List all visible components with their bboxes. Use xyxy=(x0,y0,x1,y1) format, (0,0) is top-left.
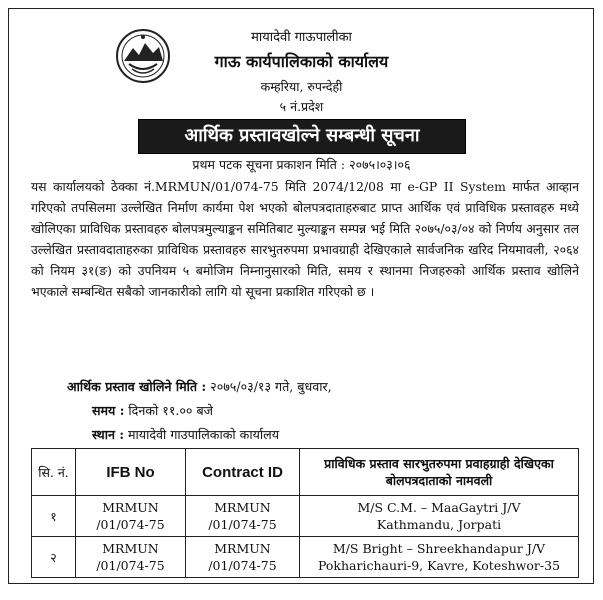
municipality-name: मायादेवी गाऊपालीका xyxy=(251,30,352,45)
header-serial-number: सि. नं. xyxy=(32,449,76,496)
opening-place-value: मायादेवी गाउपालिकाको कार्यालय xyxy=(128,427,279,442)
row-contract-id: MRMUN /01/074-75 xyxy=(186,496,300,537)
notice-body-text: यस कार्यालयको ठेक्का नं.MRMUN/01/074-75 मिति 2074/12/08 मा e-GP II System मार्फत आव्हान गरिएको तपसिलमा उल्लेखित निर्माण कार्यमा पेश भएको बोलपत्रदाताहरुबाट प्राप्त आर्थिक एवं प्राविधिक प्रस्तावहरु मध्ये खोलिएका प्राविधिक प्रस्तावहरु बोलपत्रमुल्याङ्कन समितिबाट मुल्याङ्कन सम्पन्न भई मिति २०७५/०३/०४ को निर्णय अनुसार तल उल्लेखित प्रस्तावदाताहरुका प्राविधिक प्रस्तावहरु सारभुतरुपमा प्रभावग्राही देखिएकाले सार्वजनिक खरिद नियमावली, २०६४ को नियम ३१(ङ) को उपनियम ५ बमोजिम निम्नानुसारको मिति, समय र स्थानमा निजहरुको आर्थिक प्रस्ताव खोलिने भएकाले सम्बन्धित सबैको जानकारीको लागि यो सूचना प्रकाशित गरिएको छ । xyxy=(31,179,579,299)
row-ifb-no: MRMUN /01/074-75 xyxy=(76,496,186,537)
header-contract-id: Contract ID xyxy=(186,449,300,496)
row-serial-number: २ xyxy=(32,537,76,578)
row-bidder xyxy=(300,537,579,578)
row-serial-number: १ xyxy=(32,496,76,537)
opening-time-row xyxy=(92,402,213,419)
table-row xyxy=(32,496,579,537)
header-ifb-no: IFB No xyxy=(76,449,186,496)
bidder-address: Kathmandu, Jorpati xyxy=(376,517,502,532)
notice-title: आर्थिक प्रस्तावखोल्ने सम्बन्धी सूचना xyxy=(139,120,465,153)
row-ifb-no: MRMUN /01/074-75 xyxy=(76,537,186,578)
opening-date-label: आर्थिक प्रस्ताव खोलिने मिति : xyxy=(67,379,207,394)
office-address: कम्हरिया, रुपन्देही xyxy=(260,79,343,94)
header-bidder-names: प्राविधिक प्रस्ताव सारभुतरुपमा प्रवाहग्राही देखिएका बोलपत्रदाताको नामवली xyxy=(300,449,579,496)
table-header-row xyxy=(32,449,579,496)
notice-body xyxy=(31,176,579,302)
office-name: गाऊ कार्यपालिकाको कार्यालय xyxy=(214,52,389,71)
opening-place-row xyxy=(92,426,279,443)
opening-date-value: २०७५/०३/१३ गते, बुधवार, xyxy=(210,379,332,394)
bidder-address: Pokharichauri-9, Kavre, Koteshwor-35 xyxy=(317,558,561,573)
province-label: ५ नं.प्रदेश xyxy=(279,99,324,114)
bidders-table xyxy=(31,448,579,578)
bidder-name: M/S Bright – Shreekhandapur J/V xyxy=(332,541,546,556)
row-contract-id: MRMUN /01/074-75 xyxy=(186,537,300,578)
table-row xyxy=(32,537,579,578)
bidder-name: M/S C.M. – MaaGaytri J/V xyxy=(357,500,521,515)
opening-time-value: दिनको ११.०० बजे xyxy=(128,403,214,418)
opening-place-label: स्थान : xyxy=(92,427,124,442)
opening-time-label: समय : xyxy=(92,403,125,418)
publication-date-line: प्रथम पटक सूचना प्रकाशन मिति : २०७५।०३।०६ xyxy=(192,157,411,172)
row-bidder xyxy=(300,496,579,537)
opening-date-row xyxy=(67,378,332,395)
